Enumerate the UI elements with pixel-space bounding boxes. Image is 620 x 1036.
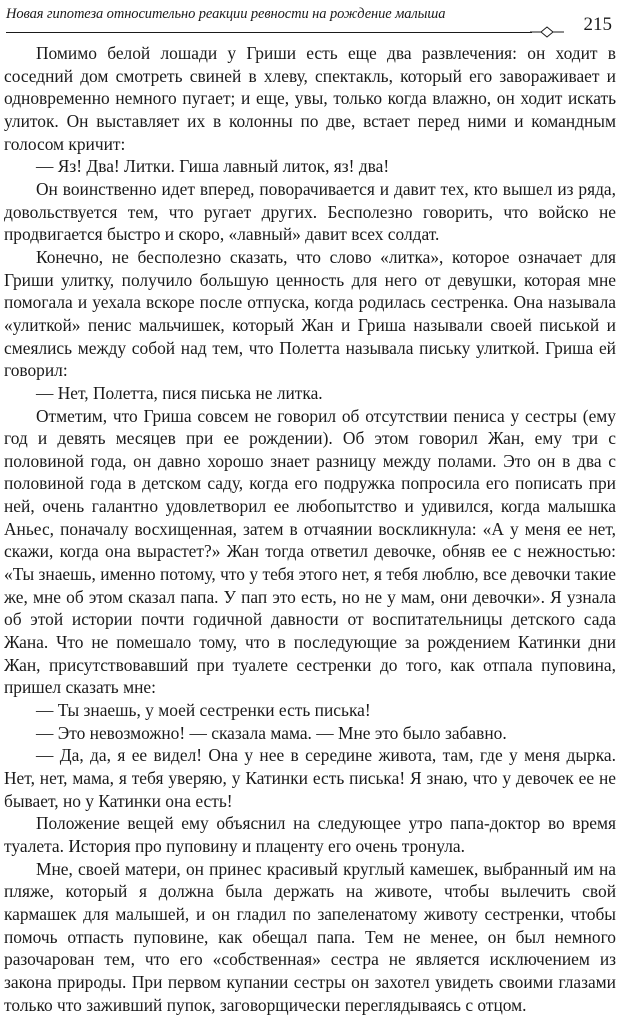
body-text: [4, 42, 616, 1016]
paragraph: — Да, да, я ее видел! Она у нее в середине живота, там, где у меня дырка. Нет, нет, мама, я тебя уверяю, у Катинки есть писька! Я знаю, что у девочек ее не бывает, но у Катинки она есть!: [4, 745, 616, 811]
paragraph: Он воинственно идет вперед, поворачивается и давит тех, кто вышел из ряда, довольствуется тем, что ругает других. Бесполезно говорить, что войско не продвигается быстро и скоро, «лавный» давит всех солдат.: [4, 178, 616, 245]
paragraph: Отметим, что Гриша совсем не говорил об отсутствии пениса у сестры (ему год и девять месяцев при ее рождении). Об этом говорил Жан, ему три с половиной года, он давно хорошо знает разницу между полами. Это он в два с половиной года в детском саду, когда его подружка попросила его пописать при ней, очень галантно удовлетворил ее любопытство и удивился, когда малышка Аньес, поначалу восхищенная, затем в отчаянии воскликнула: «А у меня ее нет, скажи, когда она вырастет?» Жан тогда ответил девочке, обняв ее с нежностью: «Ты знаешь, именно потому, что у тебя этого нет, я тебя люблю, все девочки такие же, мне об этом сказал папа. У пап это есть, но не у мам, они девочки». Я узнала об этой истории почти годичной давности от воспитательницы детского сада Жана. Что не помешало тому, что в последующие за рождением Катинки дни Жан, присутствовавший при туалете сестренки до того, как отпала пуповина, пришел сказать мне:: [4, 405, 616, 698]
paragraph: Положение вещей ему объяснил на следующее утро папа-доктор во время туалета. История про пуповину и плаценту его очень тронула.: [4, 813, 616, 856]
paragraph: — Нет, Полетта, пися писька не литка.: [36, 382, 323, 403]
paragraph: Конечно, не бесполезно сказать, что слово «литка», которое означает для Гриши улитку, получило большую ценность для него от девушки, которая мне помогала и уехала вскоре после отпуска, когда родилась сестренка. Она называла «улиткой» пенис мальчишек, который Жан и Гриша называли своей писькой и смеялись между собой над тем, что Полетта называла письку улиткой. Гриша ей говорил:: [4, 246, 616, 381]
paragraph: — Яз! Два! Литки. Гиша лавный литок, яз! два!: [36, 156, 390, 177]
paragraph: — Ты знаешь, у моей сестренки есть писька!: [36, 700, 371, 721]
header-rule: [6, 32, 532, 33]
paragraph: Помимо белой лошади у Гриши есть еще два развлечения: он ходит в соседний дом смотреть свиней в хлеву, спектакль, который его завораживает и одновременно немного пугает; и еще, увы, только когда влажно, он ходит искать улиток. Он выставляет их в колонны по две, встает перед ними и командным голосом кричит:: [4, 43, 616, 154]
paragraph: Мне, своей матери, он принес красивый круглый камешек, выбранный им на пляже, который я должна была держать на животе, чтобы вылечить свой кармашек для малышей, и он гладил по запеленатому животу сестренки, чтобы помочь отпасть пуповине, как обещал папа. Тем не менее, он был немного разочарован тем, что его «собственная» сестра не является исключением из закона природы. При первом купании сестры он захотел увидеть своими глазами только что заживший пупок, заговорщически переглядываясь с отцом.: [4, 858, 616, 1015]
page-header: [6, 4, 612, 40]
running-title: Новая гипотеза относительно реакции ревности на рождение малыша: [6, 6, 446, 22]
diamond-ornament-icon: [530, 26, 564, 38]
paragraph: — Это невозможно! — сказала мама. — Мне это было забавно.: [36, 722, 507, 743]
page-number: 215: [583, 14, 612, 35]
